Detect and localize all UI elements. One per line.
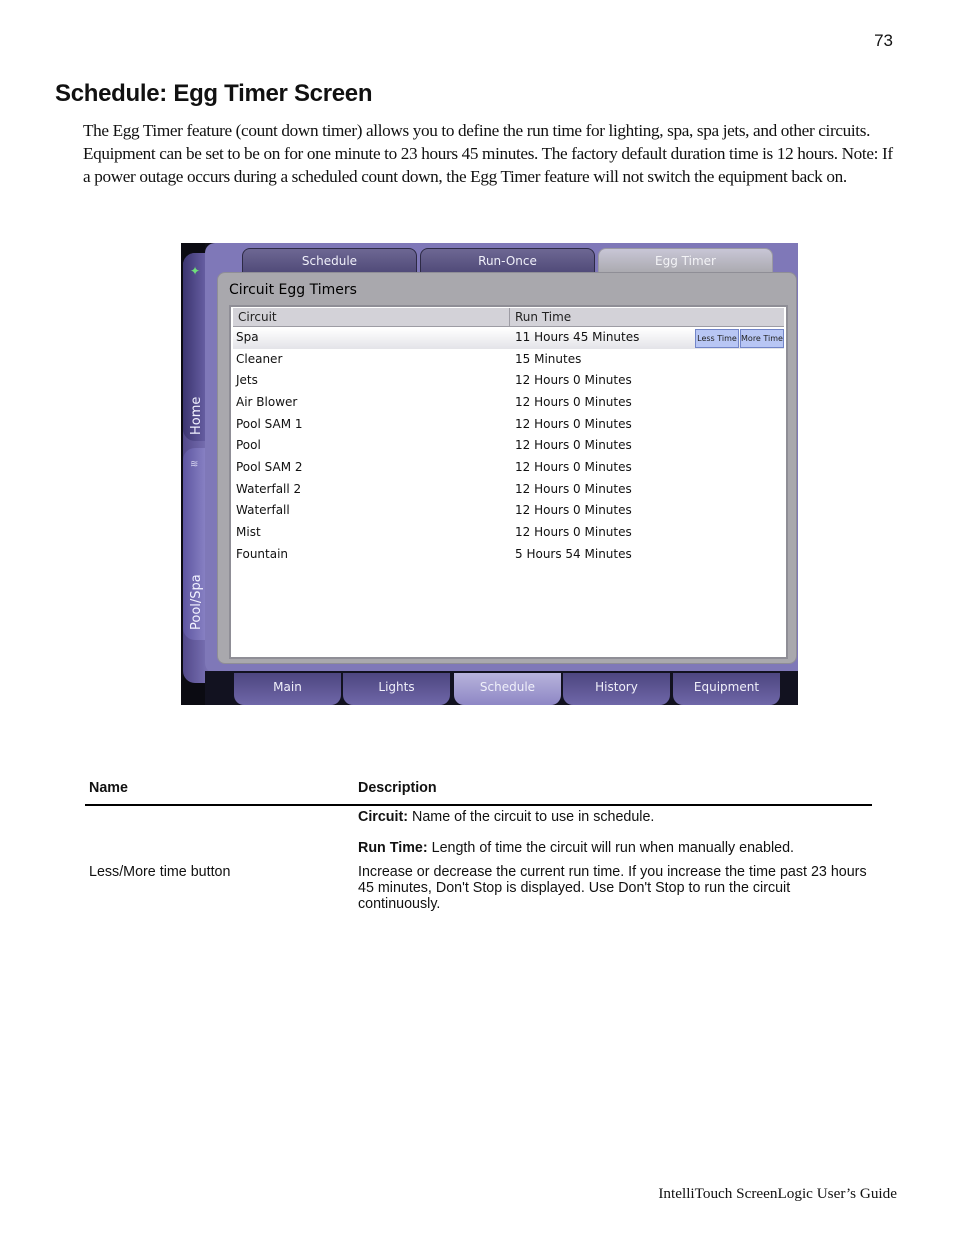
- run-time: 12 Hours 0 Minutes: [515, 525, 632, 539]
- tab-schedule[interactable]: Schedule: [242, 248, 417, 273]
- less-more-time-name: Less/More time button: [89, 864, 231, 880]
- column-separator: [509, 308, 510, 327]
- intro-paragraph: The Egg Timer feature (count down timer) allows you to define the run time for lighting, spa, spa jets, and other circuits. Equipment can be set to be on for one minute to 23 hours 45 minutes. The factory default duration time is 12 hours. Note: If a power outage occurs during a scheduled count down, the Egg Timer feature will not switch the equipment back on.: [83, 121, 893, 186]
- list-item[interactable]: [233, 328, 784, 349]
- circuit-name: Waterfall: [236, 503, 290, 517]
- circuit-name: Fountain: [236, 547, 289, 561]
- pool-icon: ≋: [190, 459, 199, 470]
- run-time: 12 Hours 0 Minutes: [515, 482, 632, 496]
- circuit-timer-list: [229, 305, 788, 659]
- more-time-button[interactable]: More Time: [740, 329, 784, 348]
- list-item[interactable]: [233, 415, 784, 436]
- arrow-icon: ✦: [190, 264, 201, 278]
- table-rule: [85, 804, 872, 806]
- table-header-description: Description: [358, 780, 437, 796]
- tab-run-once[interactable]: Run-Once: [420, 248, 595, 273]
- list-item[interactable]: [233, 371, 784, 392]
- page-footer: IntelliTouch ScreenLogic User’s Guide: [658, 1185, 897, 1202]
- run-time: 15 Minutes: [515, 352, 582, 366]
- list-item[interactable]: [233, 393, 784, 414]
- circuit-description: [358, 809, 654, 825]
- list-item[interactable]: [233, 501, 784, 522]
- list-item[interactable]: [233, 545, 784, 566]
- tab-history[interactable]: History: [563, 673, 670, 705]
- run-time: 12 Hours 0 Minutes: [515, 503, 632, 517]
- run-time: 12 Hours 0 Minutes: [515, 395, 632, 409]
- less-time-button[interactable]: Less Time: [695, 329, 739, 348]
- table-header-name: Name: [89, 780, 128, 796]
- panel-title: Circuit Egg Timers: [229, 282, 357, 298]
- runtime-label: Run Time:: [358, 840, 428, 856]
- run-time: 12 Hours 0 Minutes: [515, 417, 632, 431]
- list-item[interactable]: [233, 480, 784, 501]
- circuit-name: Cleaner: [236, 352, 283, 366]
- column-circuit[interactable]: Circuit: [238, 310, 277, 324]
- column-run-time[interactable]: Run Time: [515, 310, 572, 324]
- circuit-name: Pool SAM 2: [236, 460, 303, 474]
- run-time: 12 Hours 0 Minutes: [515, 373, 632, 387]
- run-time: 12 Hours 0 Minutes: [515, 460, 632, 474]
- list-item[interactable]: [233, 350, 784, 371]
- circuit-name: Spa: [236, 330, 259, 344]
- circuit-name: Pool: [236, 438, 261, 452]
- tab-main[interactable]: Main: [234, 673, 341, 705]
- circuit-name: Air Blower: [236, 395, 298, 409]
- run-time: 11 Hours 45 Minutes: [515, 330, 640, 344]
- tab-lights[interactable]: Lights: [343, 673, 450, 705]
- tab-egg-timer[interactable]: Egg Timer: [598, 248, 773, 274]
- list-item[interactable]: [233, 523, 784, 544]
- runtime-description: [358, 840, 794, 856]
- tab-equipment[interactable]: Equipment: [673, 673, 780, 705]
- circuit-name: Pool SAM 1: [236, 417, 303, 431]
- list-header: [233, 308, 784, 327]
- list-item[interactable]: [233, 458, 784, 479]
- egg-timer-screenshot: [181, 243, 798, 705]
- circuit-description-text: Name of the circuit to use in schedule.: [408, 809, 655, 825]
- page-title: Schedule: Egg Timer Screen: [55, 80, 373, 107]
- tab-schedule-bottom[interactable]: Schedule: [454, 673, 561, 705]
- circuit-name: Waterfall 2: [236, 482, 302, 496]
- page-number: 73: [874, 31, 893, 50]
- side-tab-home-label: Home: [189, 396, 204, 435]
- runtime-description-text: Length of time the circuit will run when manually enabled.: [427, 840, 794, 856]
- list-item[interactable]: [233, 436, 784, 457]
- less-more-time-description: Increase or decrease the current run time. If you increase the time past 23 hours 45 minutes, Don't Stop is displayed. Use Don't Stop to run the circuit continuously.: [358, 864, 867, 912]
- circuit-label: Circuit:: [358, 809, 409, 825]
- run-time: 5 Hours 54 Minutes: [515, 547, 632, 561]
- run-time: 12 Hours 0 Minutes: [515, 438, 632, 452]
- side-tab-pool-spa-label: Pool/Spa: [189, 574, 204, 630]
- circuit-name: Mist: [236, 525, 261, 539]
- circuit-name: Jets: [236, 373, 258, 387]
